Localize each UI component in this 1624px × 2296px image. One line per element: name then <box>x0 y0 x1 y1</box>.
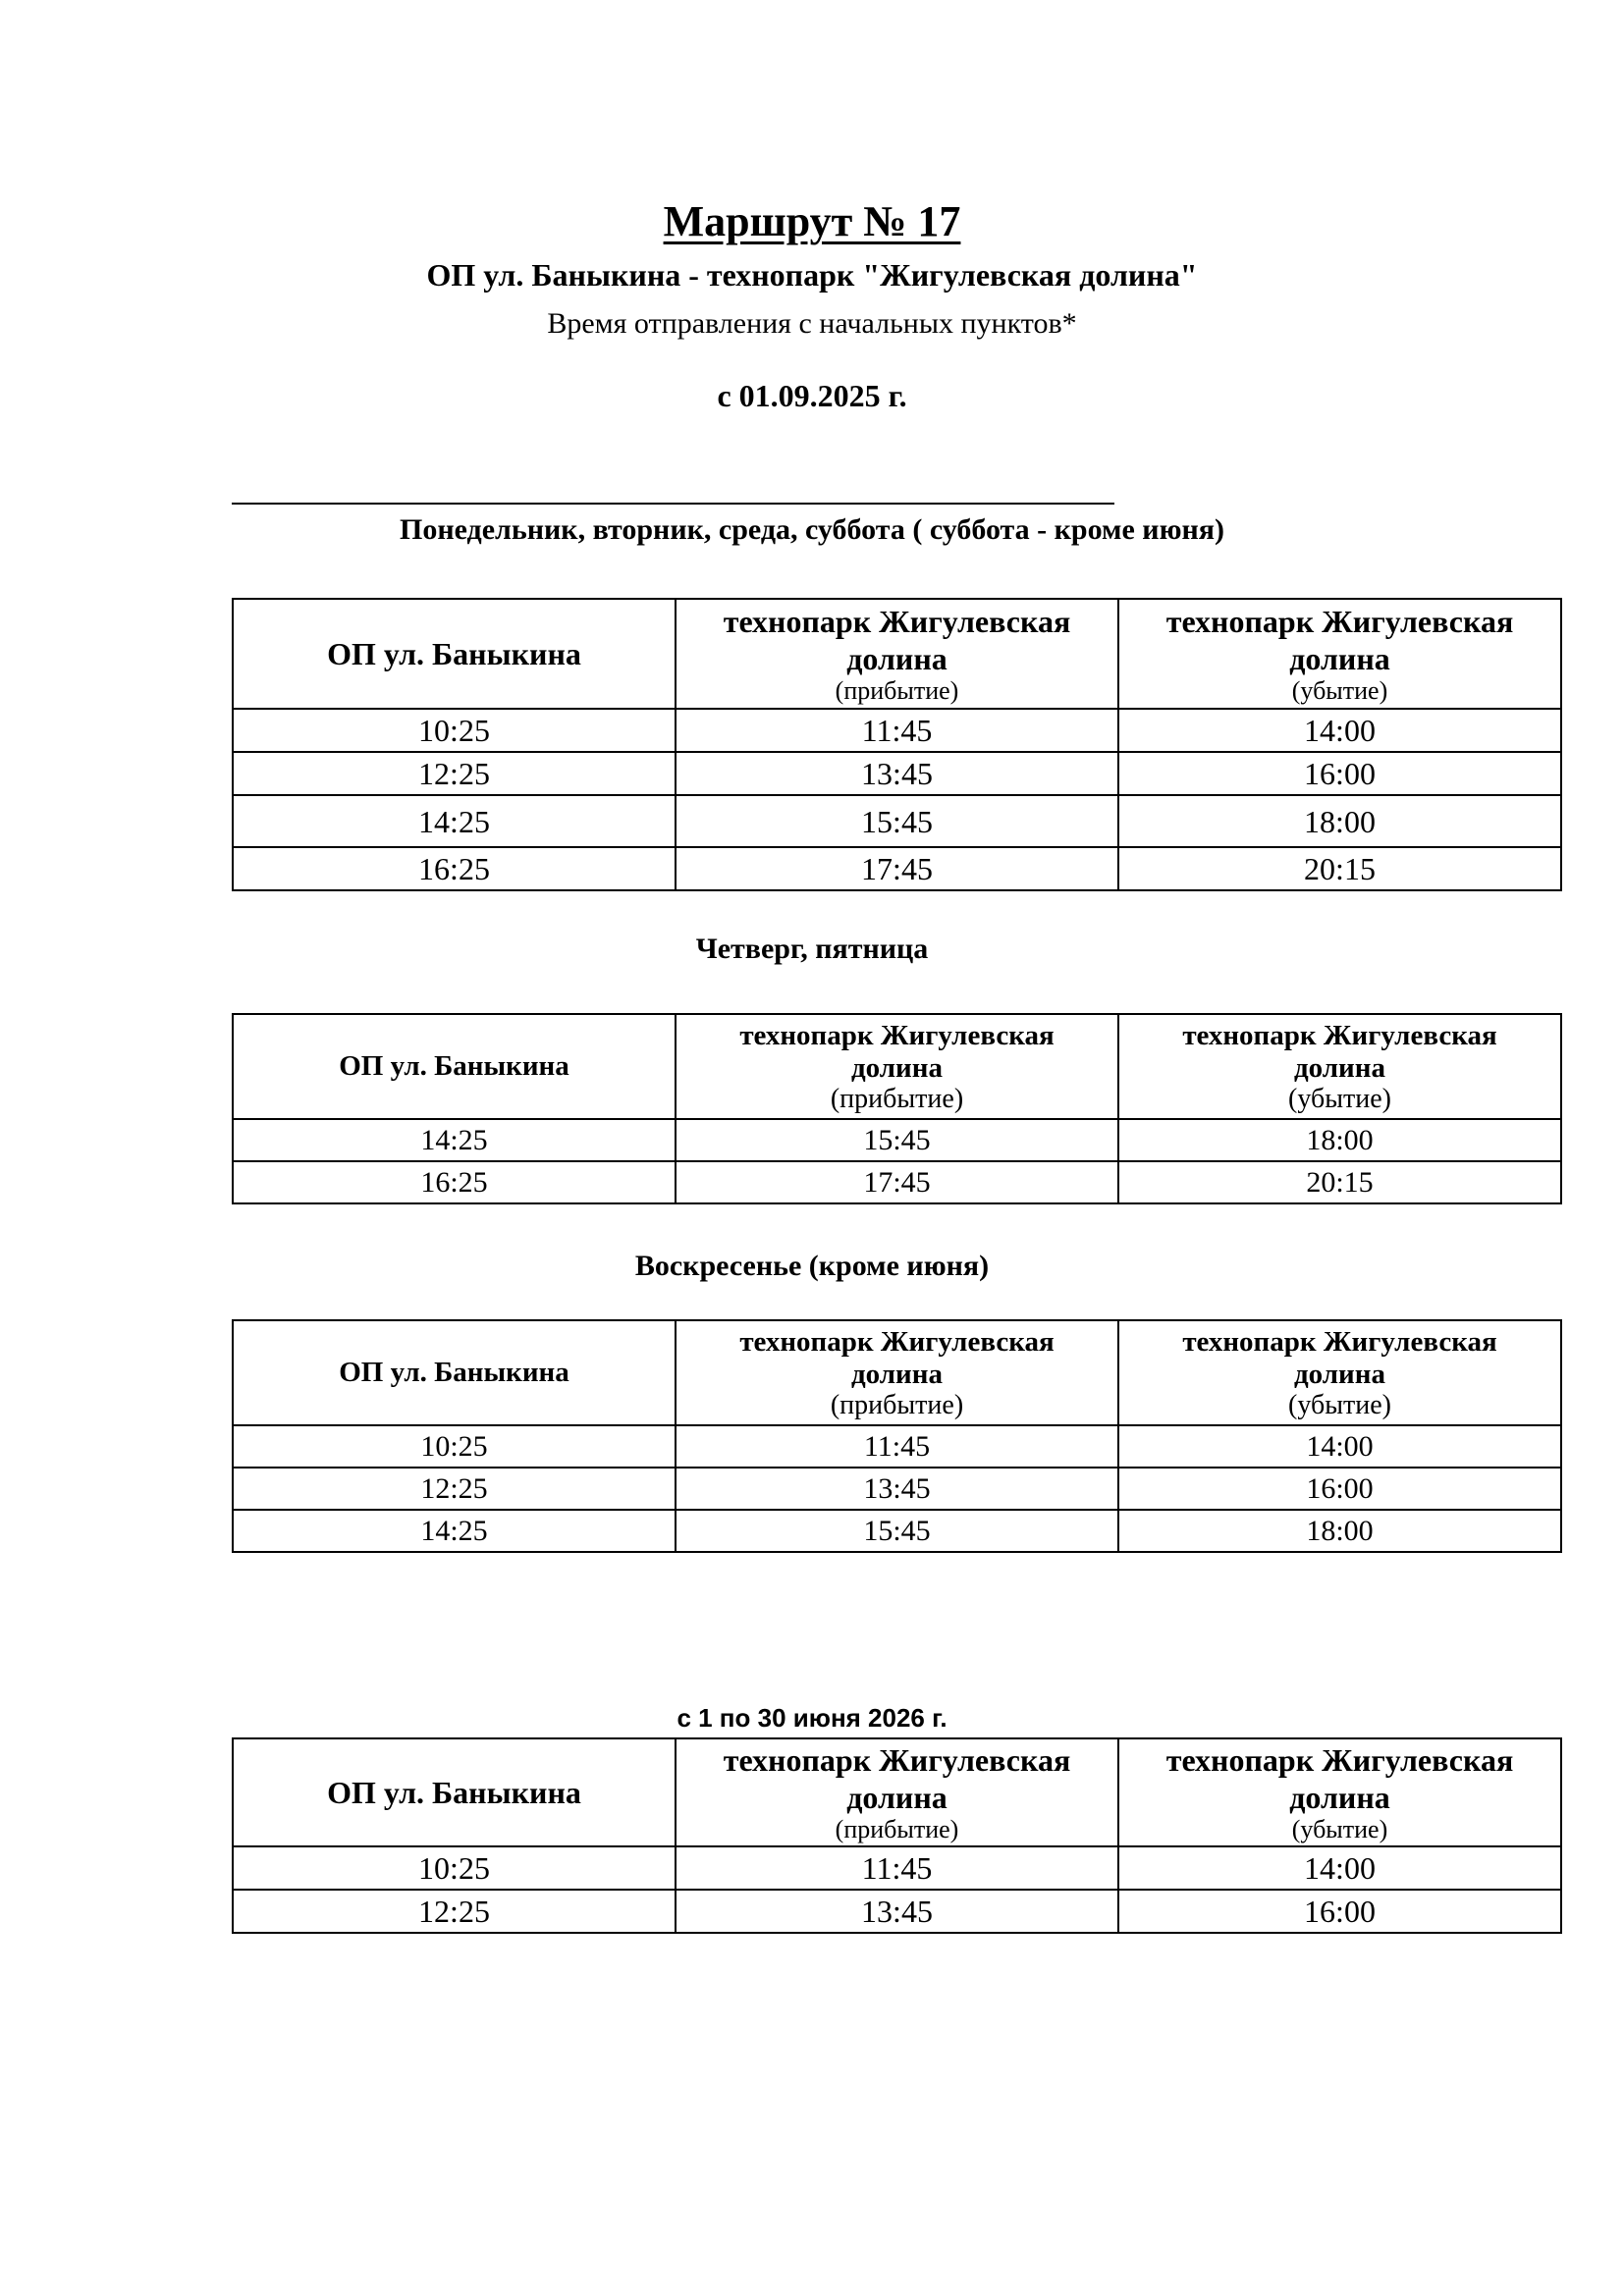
time-cell: 17:45 <box>676 847 1118 890</box>
effective-date: с 01.09.2025 г. <box>717 378 907 413</box>
table-row <box>233 1510 1561 1552</box>
table-row <box>233 1425 1561 1468</box>
header-label: ОП ул. Баныкина <box>327 1775 581 1810</box>
header-cell-arrival <box>676 1014 1118 1119</box>
time-cell: 16:25 <box>233 1161 676 1203</box>
header-label: долина <box>1294 1358 1385 1390</box>
header-label: долина <box>1289 1780 1390 1815</box>
header-label: ОП ул. Баныкина <box>339 1357 569 1388</box>
table-row <box>233 1119 1561 1161</box>
time-cell: 11:45 <box>676 1425 1118 1468</box>
schedule-table-thu-fri <box>232 1013 1562 1204</box>
time-cell: 18:00 <box>1118 795 1561 847</box>
section-heading-sunday: Воскресенье (кроме июня) <box>634 1250 990 1282</box>
header-cell-start <box>233 1320 676 1425</box>
time-cell: 14:00 <box>1118 1425 1561 1468</box>
header-sublabel: (убытие) <box>1288 1083 1391 1114</box>
time-cell: 16:00 <box>1118 1468 1561 1510</box>
section-heading-thu-fri: Четверг, пятница <box>695 933 929 965</box>
time-cell: 18:00 <box>1118 1119 1561 1161</box>
table-row <box>233 1468 1561 1510</box>
table-header-row <box>233 1014 1561 1119</box>
time-cell: 17:45 <box>676 1161 1118 1203</box>
time-cell: 14:25 <box>233 1119 676 1161</box>
time-cell: 14:00 <box>1118 1846 1561 1890</box>
header-label: технопарк Жигулевская <box>739 1019 1055 1051</box>
table-row <box>233 1161 1561 1203</box>
time-cell: 16:25 <box>233 847 676 890</box>
time-cell: 15:45 <box>676 795 1118 847</box>
header-label: технопарк Жигулевская <box>723 604 1071 639</box>
header-sublabel: (прибытие) <box>835 676 959 705</box>
time-cell: 13:45 <box>676 1890 1118 1933</box>
time-cell: 10:25 <box>233 709 676 752</box>
time-cell: 16:00 <box>1118 1890 1561 1933</box>
table-row <box>233 847 1561 890</box>
table-row <box>233 1890 1561 1933</box>
header-label: долина <box>851 1358 943 1390</box>
header-sublabel: (прибытие) <box>835 1815 959 1843</box>
table-header-row <box>233 599 1561 709</box>
table-row <box>233 795 1561 847</box>
table-row <box>233 709 1561 752</box>
header-sublabel: (убытие) <box>1288 1389 1391 1420</box>
section-heading-june: с 1 по 30 июня 2026 г. <box>677 1703 947 1733</box>
header-label: технопарк Жигулевская <box>1182 1019 1497 1051</box>
header-label: долина <box>846 1780 947 1815</box>
table-header-row <box>233 1320 1561 1425</box>
time-cell: 13:45 <box>676 752 1118 795</box>
time-cell: 11:45 <box>676 709 1118 752</box>
header-cell-start <box>233 599 676 709</box>
time-cell: 12:25 <box>233 1468 676 1510</box>
schedule-table-june <box>232 1737 1562 1934</box>
header-cell-arrival <box>676 599 1118 709</box>
time-cell: 12:25 <box>233 752 676 795</box>
header-label: технопарк Жигулевская <box>1165 1742 1514 1778</box>
header-cell-departure <box>1118 599 1561 709</box>
header-label: ОП ул. Баныкина <box>339 1050 569 1082</box>
table-header-row <box>233 1738 1561 1846</box>
header-label: долина <box>851 1051 943 1084</box>
header-label: технопарк Жигулевская <box>1165 604 1514 639</box>
header-label: долина <box>1294 1051 1385 1084</box>
header-cell-departure <box>1118 1738 1561 1846</box>
departure-note: Время отправления с начальных пунктов* <box>547 307 1077 340</box>
time-cell: 20:15 <box>1118 1161 1561 1203</box>
header-label: технопарк Жигулевская <box>739 1325 1055 1358</box>
header-cell-start <box>233 1738 676 1846</box>
route-subtitle: ОП ул. Баныкина - технопарк "Жигулевская долина" <box>426 257 1198 293</box>
table-row <box>233 752 1561 795</box>
time-cell: 14:00 <box>1118 709 1561 752</box>
time-cell: 14:25 <box>233 1510 676 1552</box>
time-cell: 10:25 <box>233 1846 676 1890</box>
page-title <box>0 196 1624 246</box>
schedule-table-weekdays <box>232 598 1562 891</box>
time-cell: 16:00 <box>1118 752 1561 795</box>
header-sublabel: (прибытие) <box>830 1083 964 1114</box>
table-row <box>233 1846 1561 1890</box>
header-cell-start <box>233 1014 676 1119</box>
time-cell: 10:25 <box>233 1425 676 1468</box>
header-label: технопарк Жигулевская <box>1182 1325 1497 1358</box>
time-cell: 11:45 <box>676 1846 1118 1890</box>
header-cell-arrival <box>676 1738 1118 1846</box>
header-label: технопарк Жигулевская <box>723 1742 1071 1778</box>
title-text: Маршрут № 17 <box>663 197 961 245</box>
header-sublabel: (убытие) <box>1291 1815 1388 1843</box>
header-label: долина <box>846 641 947 676</box>
header-label: ОП ул. Баныкина <box>327 636 581 671</box>
header-cell-arrival <box>676 1320 1118 1425</box>
header-cell-departure <box>1118 1014 1561 1119</box>
time-cell: 13:45 <box>676 1468 1118 1510</box>
time-cell: 20:15 <box>1118 847 1561 890</box>
header-sublabel: (убытие) <box>1291 676 1388 705</box>
header-label: долина <box>1289 641 1390 676</box>
header-sublabel: (прибытие) <box>830 1389 964 1420</box>
time-cell: 15:45 <box>676 1119 1118 1161</box>
schedule-table-sunday <box>232 1319 1562 1553</box>
divider-line <box>232 503 1114 505</box>
header-cell-departure <box>1118 1320 1561 1425</box>
time-cell: 18:00 <box>1118 1510 1561 1552</box>
time-cell: 12:25 <box>233 1890 676 1933</box>
section-heading-weekdays: Понедельник, вторник, среда, суббота ( суббота - кроме июня) <box>399 513 1225 546</box>
time-cell: 14:25 <box>233 795 676 847</box>
time-cell: 15:45 <box>676 1510 1118 1552</box>
